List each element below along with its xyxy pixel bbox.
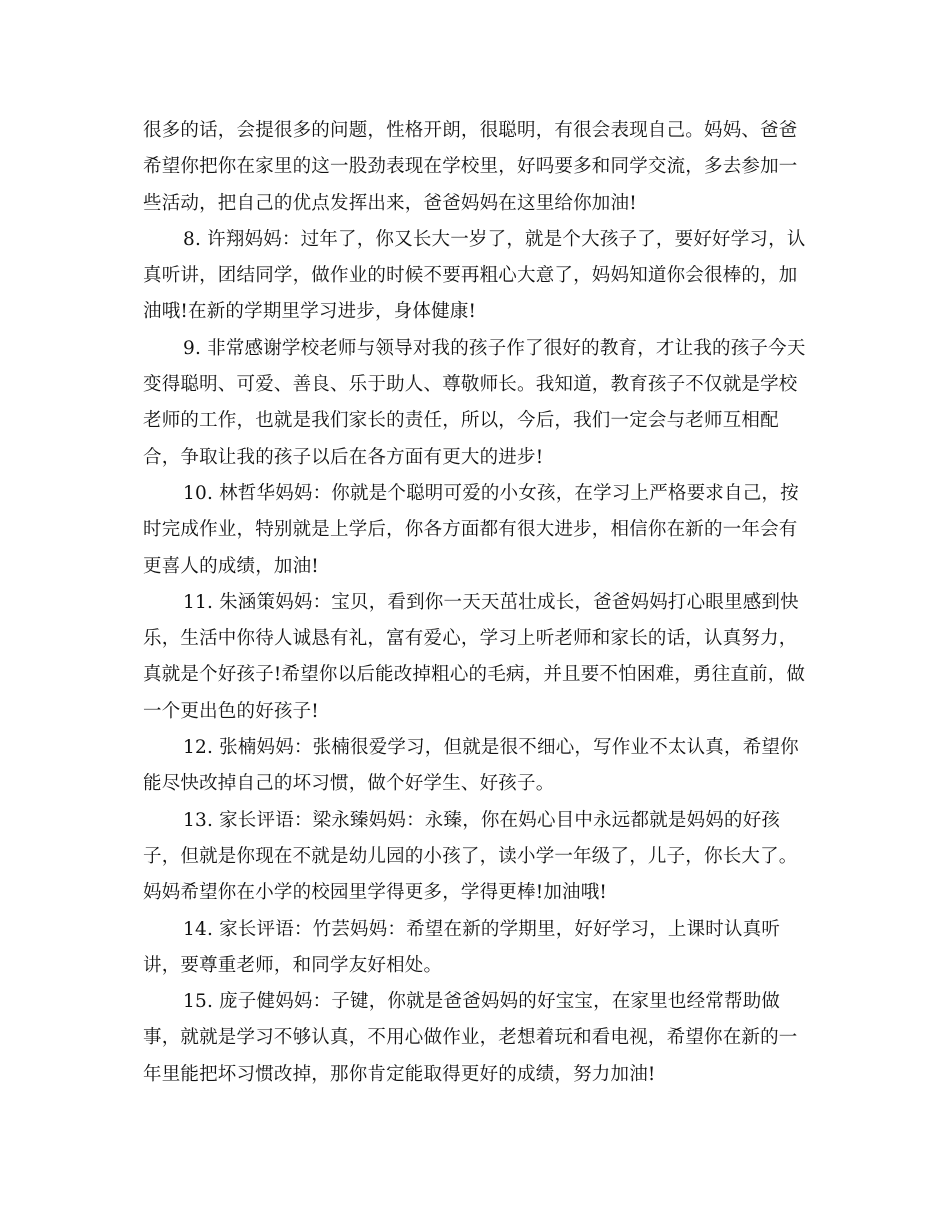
item-11-line: 11. 朱涵策妈妈：宝贝，看到你一天天茁壮成长，爸爸妈妈打心眼里感到快 xyxy=(183,591,799,613)
item-8-line: 8. 许翔妈妈：过年了，你又长大一岁了，就是个大孩子了，要好好学习，认 xyxy=(183,228,806,250)
text-line: 些活动，把自己的优点发挥出来，爸爸妈妈在这里给你加油! xyxy=(143,192,637,214)
text-line: 老师的工作，也就是我们家长的责任，所以，今后，我们一定会与老师互相配 xyxy=(143,410,779,432)
text-line: 更喜人的成绩，加油! xyxy=(143,555,319,577)
text-line: 变得聪明、可爱、善良、乐于助人、尊敬师长。我知道，教育孩子不仅就是学校 xyxy=(143,374,798,396)
item-10-line: 10. 林哲华妈妈：你就是个聪明可爱的小女孩，在学习上严格要求自己，按 xyxy=(183,482,799,504)
item-12-line: 12. 张楠妈妈：张楠很爱学习，但就是很不细心，写作业不太认真，希望你 xyxy=(183,737,799,759)
text-line: 一个更出色的好孩子! xyxy=(143,700,319,722)
text-line: 真听讲，团结同学，做作业的时候不要再粗心大意了，妈妈知道你会很棒的，加 xyxy=(143,265,798,287)
text-line: 时完成作业，特别就是上学后，你各方面都有很大进步，相信你在新的一年会有 xyxy=(143,519,798,541)
item-13-line: 13. 家长评语：梁永臻妈妈：永臻，你在妈心目中永远都就是妈妈的好孩 xyxy=(183,809,781,831)
text-line: 油哦!在新的学期里学习进步，身体健康! xyxy=(143,301,477,323)
text-line: 希望你把你在家里的这一股劲表现在学校里，好吗要多和同学交流，多去参加一 xyxy=(143,156,798,178)
text-line: 很多的话，会提很多的问题，性格开朗，很聪明，有很会表现自己。妈妈、爸爸 xyxy=(143,120,798,141)
text-line: 真就是个好孩子!希望你以后能改掉粗心的毛病，并且要不怕困难，勇往直前，做 xyxy=(143,664,806,686)
text-line: 讲，要尊重老师，和同学友好相处。 xyxy=(143,954,443,976)
item-14-line: 14. 家长评语：竹芸妈妈：希望在新的学期里，好好学习，上课时认真听 xyxy=(183,918,781,940)
text-line: 子，但就是你现在不就是幼儿园的小孩了，读小学一年级了，儿子，你长大了。 xyxy=(143,845,798,867)
text-line: 能尽快改掉自己的坏习惯，做个好学生、好孩子。 xyxy=(143,773,555,795)
text-line: 年里能把坏习惯改掉，那你肯定能取得更好的成绩，努力加油! xyxy=(143,1063,656,1085)
item-15-line: 15. 庞子健妈妈：子键，你就是爸爸妈妈的好宝宝，在家里也经常帮助做 xyxy=(183,991,781,1013)
text-line: 妈妈希望你在小学的校园里学得更多，学得更棒!加油哦! xyxy=(143,882,608,904)
text-line: 合，争取让我的孩子以后在各方面有更大的进步! xyxy=(143,446,544,468)
text-line: 乐，生活中你待人诚恳有礼，富有爱心，学习上听老师和家长的话，认真努力， xyxy=(143,628,798,650)
text-line: 事，就就是学习不够认真，不用心做作业，老想着玩和看电视，希望你在新的一 xyxy=(143,1027,798,1049)
document-body xyxy=(143,113,807,1093)
item-9-line: 9. 非常感谢学校老师与领导对我的孩子作了很好的教育，才让我的孩子今天 xyxy=(183,337,806,359)
